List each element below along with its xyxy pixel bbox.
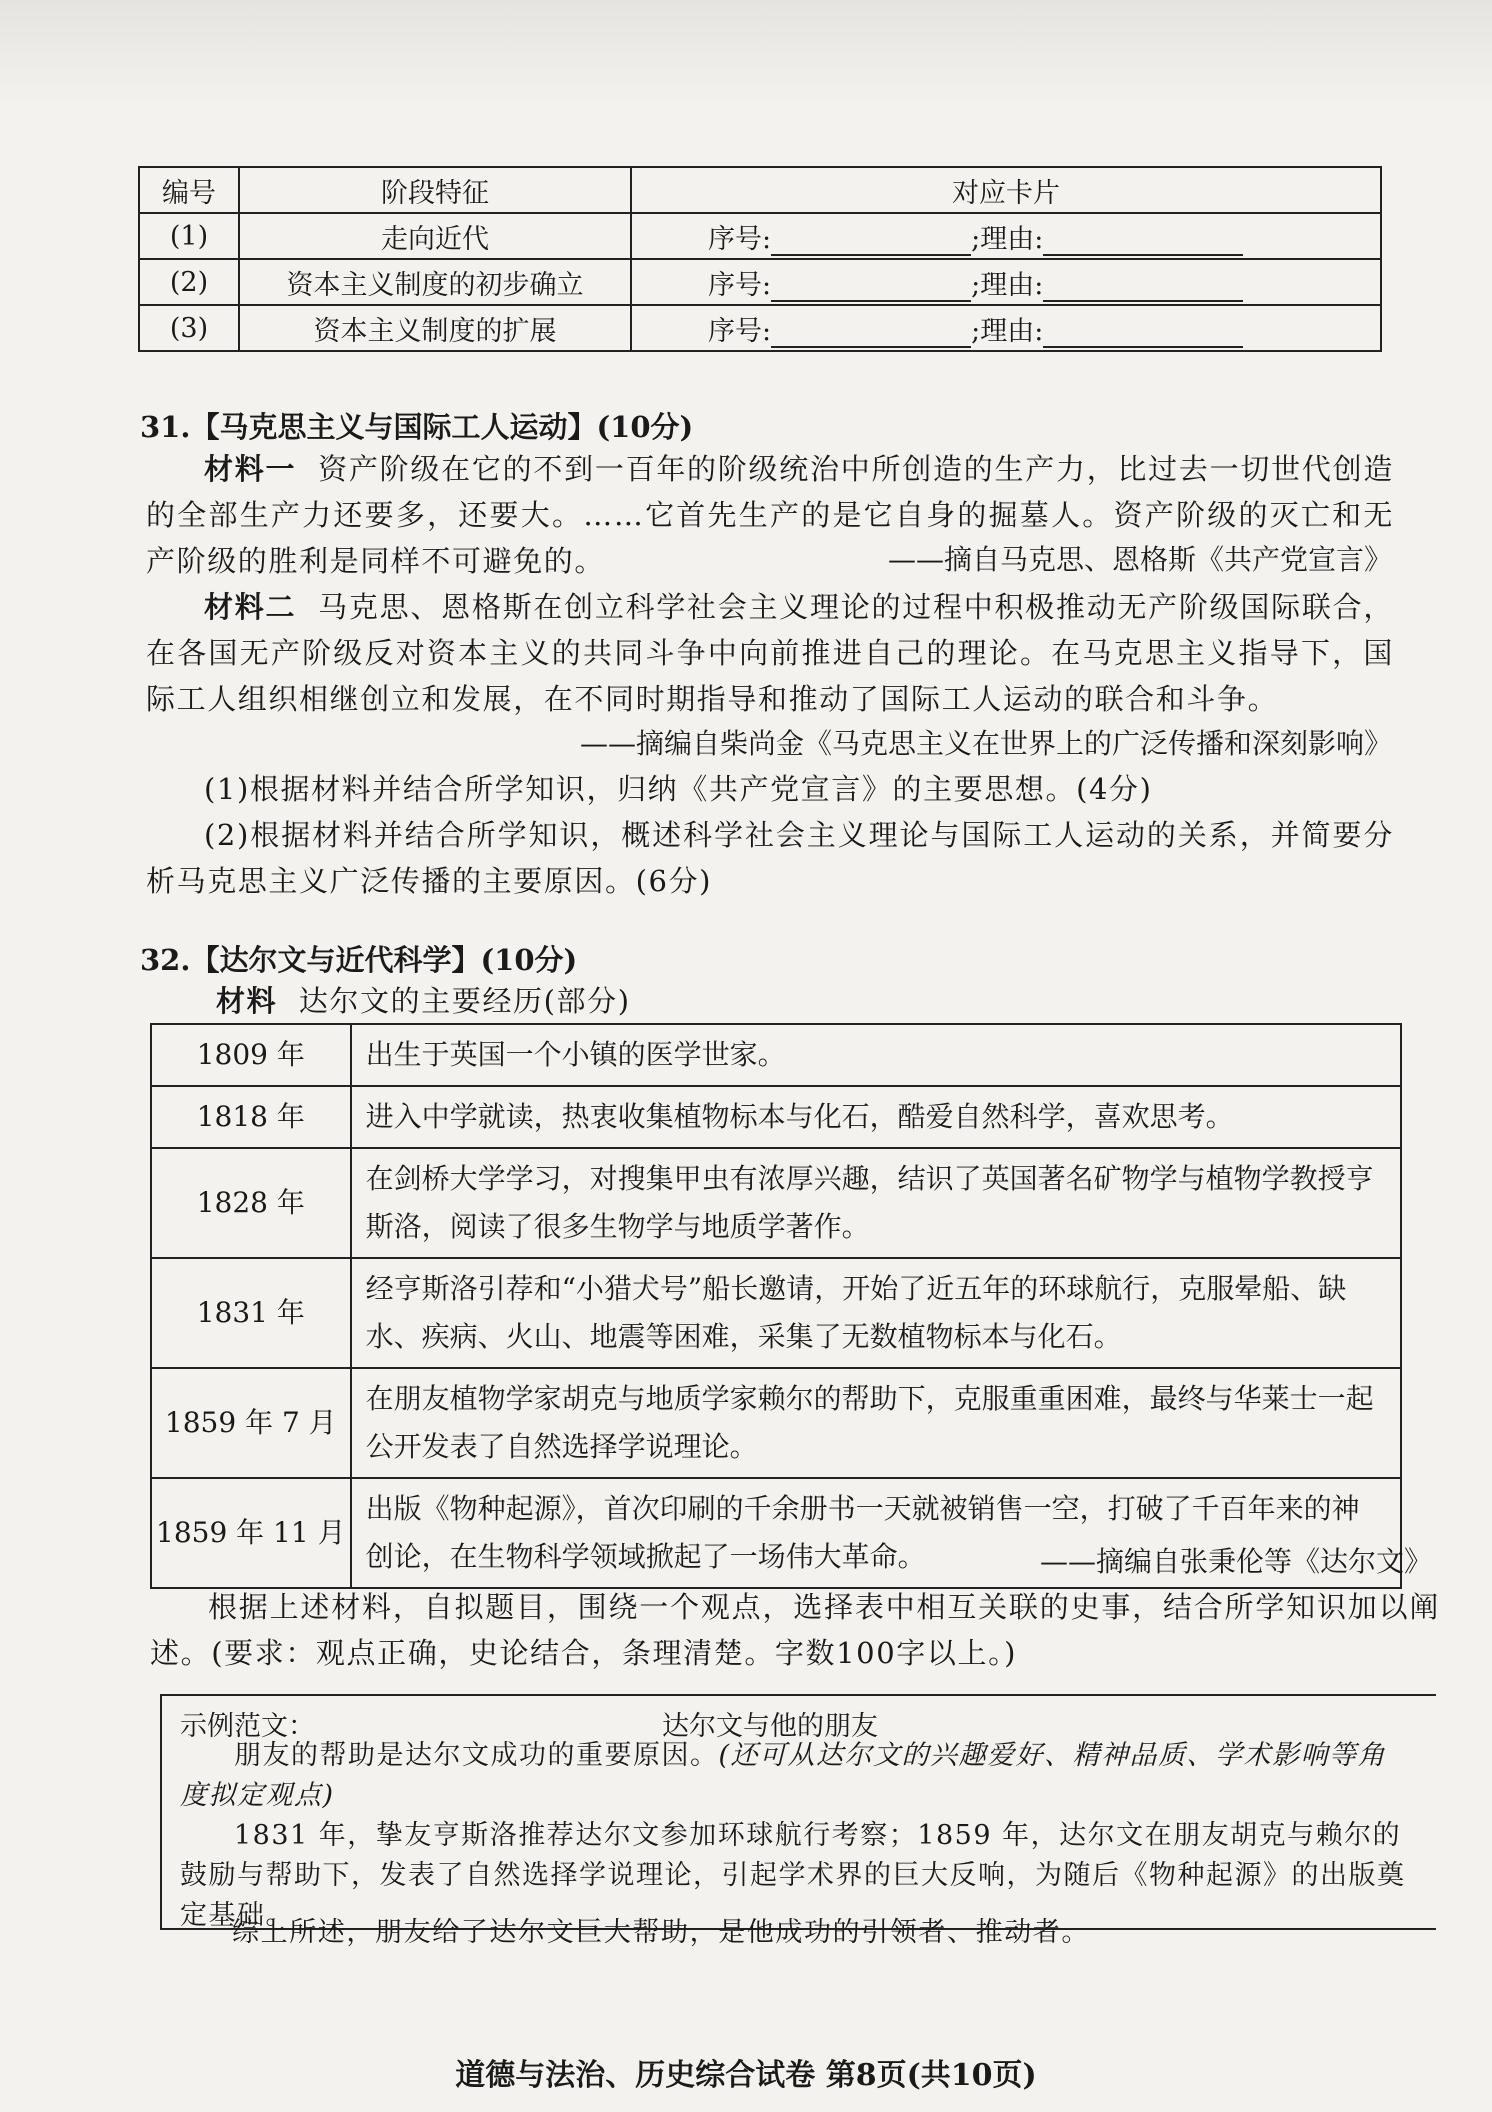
table-header-row (139, 167, 1381, 213)
table-row (151, 1086, 1401, 1148)
answer-blank-seq[interactable] (771, 270, 971, 302)
darwin-timeline-table (150, 1023, 1402, 1589)
header-card: 对应卡片 (631, 167, 1381, 213)
table-row (151, 1368, 1401, 1478)
q32-prompt: 根据上述材料，自拟题目，围绕一个观点，选择表中相互关联的史事，结合所学知识加以阐述。(要求：观点正确，史论结合，条理清楚。字数100字以上。) (150, 1590, 1440, 1670)
table-row (139, 259, 1381, 305)
row-stage: 走向近代 (239, 213, 631, 259)
material2-text: 马克思、恩格斯在创立科学社会主义理论的过程中积极推动无产阶级国际联合，在各国无产阶级反对资本主义的共同斗争中向前推进自己的理论。在马克思主义指导下，国际工人组织相继创立和发展，在不同时期指导和推动了国际工人运动的联合和斗争。 (146, 590, 1394, 716)
row-answer: 序号: ;理由: (631, 213, 1381, 259)
q31-material1-source: ——摘自马克思、恩格斯《共产党宣言》 (887, 543, 1392, 576)
sample-paragraph-2: 1831 年，挚友亨斯洛推荐达尔文参加环球航行考察；1859 年，达尔文在朋友胡克与赖尔的鼓励与帮助下，发表了自然选择学说理论，引起学术界的巨大反响，为随后《物种起源》的出版奠定基础。 (180, 1820, 1406, 1931)
stage-card-table (138, 166, 1382, 352)
row-number: (2) (139, 259, 239, 305)
answer-blank-seq[interactable] (771, 316, 971, 348)
q31-title: 31.【马克思主义与国际工人运动】(10分) (140, 410, 694, 444)
event-cell: 经亨斯洛引荐和“小猎犬号”船长邀请，开始了近五年的环球航行，克服晕船、缺水、疾病、火山、地震等困难，采集了无数植物标本与化石。 (351, 1258, 1401, 1368)
sample-paragraph-1: 朋友的帮助是达尔文成功的重要原因。(还可从达尔文的兴趣爱好、精神品质、学术影响等角度拟定观点) (180, 1740, 1387, 1811)
answer-blank-reason[interactable] (1043, 224, 1243, 256)
year-cell: 1859 年 11 月 (151, 1478, 351, 1588)
material-lead: 材料 (216, 984, 278, 1018)
year-cell: 1831 年 (151, 1258, 351, 1368)
table-row (151, 1024, 1401, 1086)
sample-paragraph-3: 综上所述，朋友给了达尔文巨大帮助，是他成功的引领者、推动者。 (232, 1917, 1090, 1948)
event-cell: 出版《物种起源》，首次印刷的千余册书一天就被销售一空，打破了千百年来的神创论，在生物科学领域掀起了一场伟大革命。 (351, 1478, 1401, 1588)
material1-lead: 材料一 (204, 452, 297, 486)
material-caption: 达尔文的主要经历(部分) (298, 984, 631, 1018)
row-stage: 资本主义制度的初步确立 (239, 259, 631, 305)
q31-sub1: (1)根据材料并结合所学知识，归纳《共产党宣言》的主要思想。(4分) (204, 772, 1153, 806)
row-answer: 序号: ;理由: (631, 305, 1381, 351)
answer-blank-reason[interactable] (1043, 316, 1243, 348)
row-number: (3) (139, 305, 239, 351)
page-footer: 道德与法治、历史综合试卷 第8页(共10页) (455, 2058, 1037, 2093)
header-stage: 阶段特征 (239, 167, 631, 213)
event-cell: 在朋友植物学家胡克与地质学家赖尔的帮助下，克服重重困难，最终与华莱士一起公开发表了自然选择学说理论。 (351, 1368, 1401, 1478)
sample-essay-box (160, 1694, 1436, 1930)
year-cell: 1809 年 (151, 1024, 351, 1086)
q31-sub2: (2)根据材料并结合所学知识，概述科学社会主义理论与国际工人运动的关系，并简要分析马克思主义广泛传播的主要原因。(6分) (146, 818, 1394, 898)
q31-material2-source: ——摘编自柴尚金《马克思主义在世界上的广泛传播和深刻影响》 (579, 727, 1392, 760)
q32-title: 32.【达尔文与近代科学】(10分) (140, 943, 578, 977)
row-number: (1) (139, 213, 239, 259)
table-row (151, 1258, 1401, 1368)
event-cell: 出生于英国一个小镇的医学世家。 (351, 1024, 1401, 1086)
material1-text: 资产阶级在它的不到一百年的阶级统治中所创造的生产力，比过去一切世代创造的全部生产力还要多，还要大。……它首先生产的是它自身的掘墓人。资产阶级的灭亡和无产阶级的胜利是同样不可避免的。 (146, 452, 1394, 578)
event-cell: 进入中学就读，热衷收集植物标本与化石，酷爱自然科学，喜欢思考。 (351, 1086, 1401, 1148)
event-cell: 在剑桥大学学习，对搜集甲虫有浓厚兴趣，结识了英国著名矿物学与植物学教授亨斯洛，阅读了很多生物学与地质学著作。 (351, 1148, 1401, 1258)
year-cell: 1859 年 7 月 (151, 1368, 351, 1478)
header-number: 编号 (139, 167, 239, 213)
answer-blank-reason[interactable] (1043, 270, 1243, 302)
q32-source: ——摘编自张秉伦等《达尔文》 (1039, 1545, 1432, 1578)
table-row (139, 213, 1381, 259)
table-row (151, 1148, 1401, 1258)
sample-label: 示例范文： (180, 1711, 315, 1742)
row-answer: 序号: ;理由: (631, 259, 1381, 305)
answer-blank-seq[interactable] (771, 224, 971, 256)
q32-material-caption (216, 978, 1316, 1024)
q31-material2 (146, 584, 1394, 722)
year-cell: 1818 年 (151, 1086, 351, 1148)
sample-title: 达尔文与他的朋友 (662, 1711, 878, 1742)
row-stage: 资本主义制度的扩展 (239, 305, 631, 351)
year-cell: 1828 年 (151, 1148, 351, 1258)
material2-lead: 材料二 (204, 590, 297, 624)
sample-note: (还可从达尔文的兴趣爱好、精神品质、学术影响等角度拟定观点) (180, 1740, 1387, 1811)
table-row (139, 305, 1381, 351)
